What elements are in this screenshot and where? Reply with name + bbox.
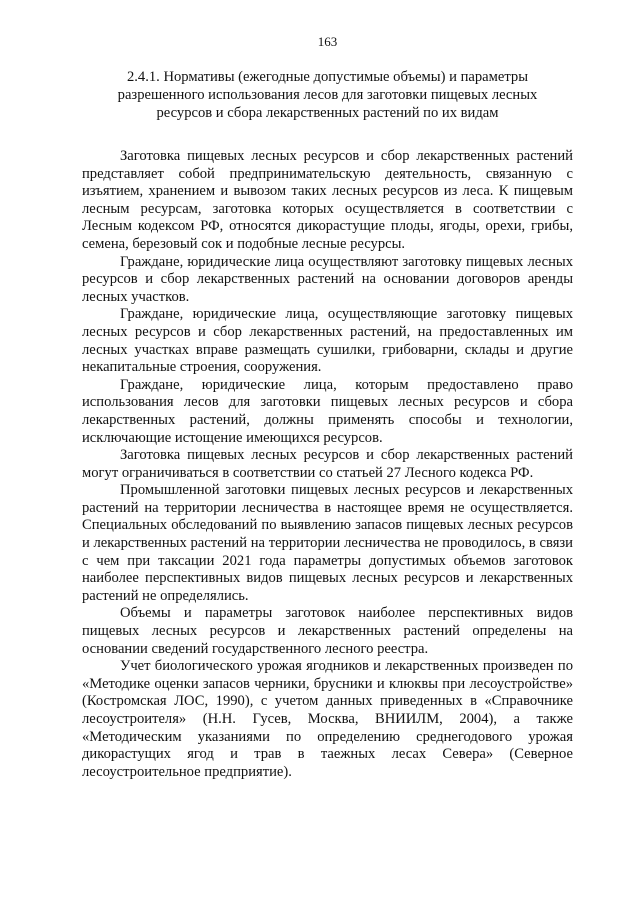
document-page xyxy=(82,34,573,781)
section-heading-line-1: 2.4.1. Нормативы (ежегодные допустимые объемы) и параметры xyxy=(126,69,528,85)
paragraph-7: Объемы и параметры заготовок наиболее перспективных видов пищевых лесных ресурсов и лекарственных растений определены на основании сведений государственного лесного реестра. xyxy=(82,605,573,657)
paragraph-3: Граждане, юридические лица, осуществляющие заготовку пищевых лесных ресурсов и сбор лекарственных растений, на предоставленных им лесных участках вправе размещать сушилки, грибоварни, склады и другие некапитальные строения, сооружения. xyxy=(82,306,573,376)
section-heading-line-3: ресурсов и сбора лекарственных растений по их видам xyxy=(156,105,499,121)
page-number: 163 xyxy=(317,34,338,49)
body-text xyxy=(82,148,573,781)
section-heading-line-2: разрешенного использования лесов для заготовки пищевых лесных xyxy=(117,87,538,103)
paragraph-2: Граждане, юридические лица осуществляют заготовку пищевых лесных ресурсов и сбор лекарственных растений на основании договоров аренды лесных участков. xyxy=(82,253,573,305)
paragraph-8: Учет биологического урожая ягодников и лекарственных произведен по «Методике оценки запасов черники, брусники и клюквы при лесоустройстве» (Костромская ЛОС, 1990), с учетом данных приведенных в «Справочнике лесоустроителя» (Н.Н. Гусев, Москва, ВНИИЛМ, 2004), а также «Методическим указаниями по определению среднегодового урожая дикорастущих ягод и трав в таежных лесах Севера» (Северное лесоустроительное предприятие). xyxy=(82,658,573,780)
paragraph-1: Заготовка пищевых лесных ресурсов и сбор лекарственных растений представляет собой предпринимательскую деятельность, связанную с изъятием, хранением и вывозом таких лесных ресурсов из леса. К пищевым лесным ресурсам, заготовка которых осуществляется в соответствии с Лесным кодексом РФ, относятся дикорастущие плоды, ягоды, орехи, грибы, семена, березовый сок и подобные лесные ресурсы. xyxy=(82,148,573,252)
paragraph-6: Промышленной заготовки пищевых лесных ресурсов и лекарственных растений на территории лесничества в настоящее время не осуществляется. Специальных обследований по выявлению запасов пищевых лесных ресурсов и лекарственных растений на территории лесничества не проводилось, в связи с чем при таксации 2021 года параметры допустимых объемов заготовок наиболее перспективных видов пищевых лесных ресурсов и лекарственных растений не определялись. xyxy=(82,482,573,604)
section-heading xyxy=(82,68,573,122)
paragraph-4: Граждане, юридические лица, которым предоставлено право использования лесов для заготовки пищевых лесных ресурсов и сбора лекарственных растений, должны применять способы и технологии, исключающие истощение имеющихся ресурсов. xyxy=(82,376,573,446)
paragraph-5: Заготовка пищевых лесных ресурсов и сбор лекарственных растений могут ограничиваться в соответствии со статьей 27 Лесного кодекса РФ. xyxy=(82,447,573,481)
